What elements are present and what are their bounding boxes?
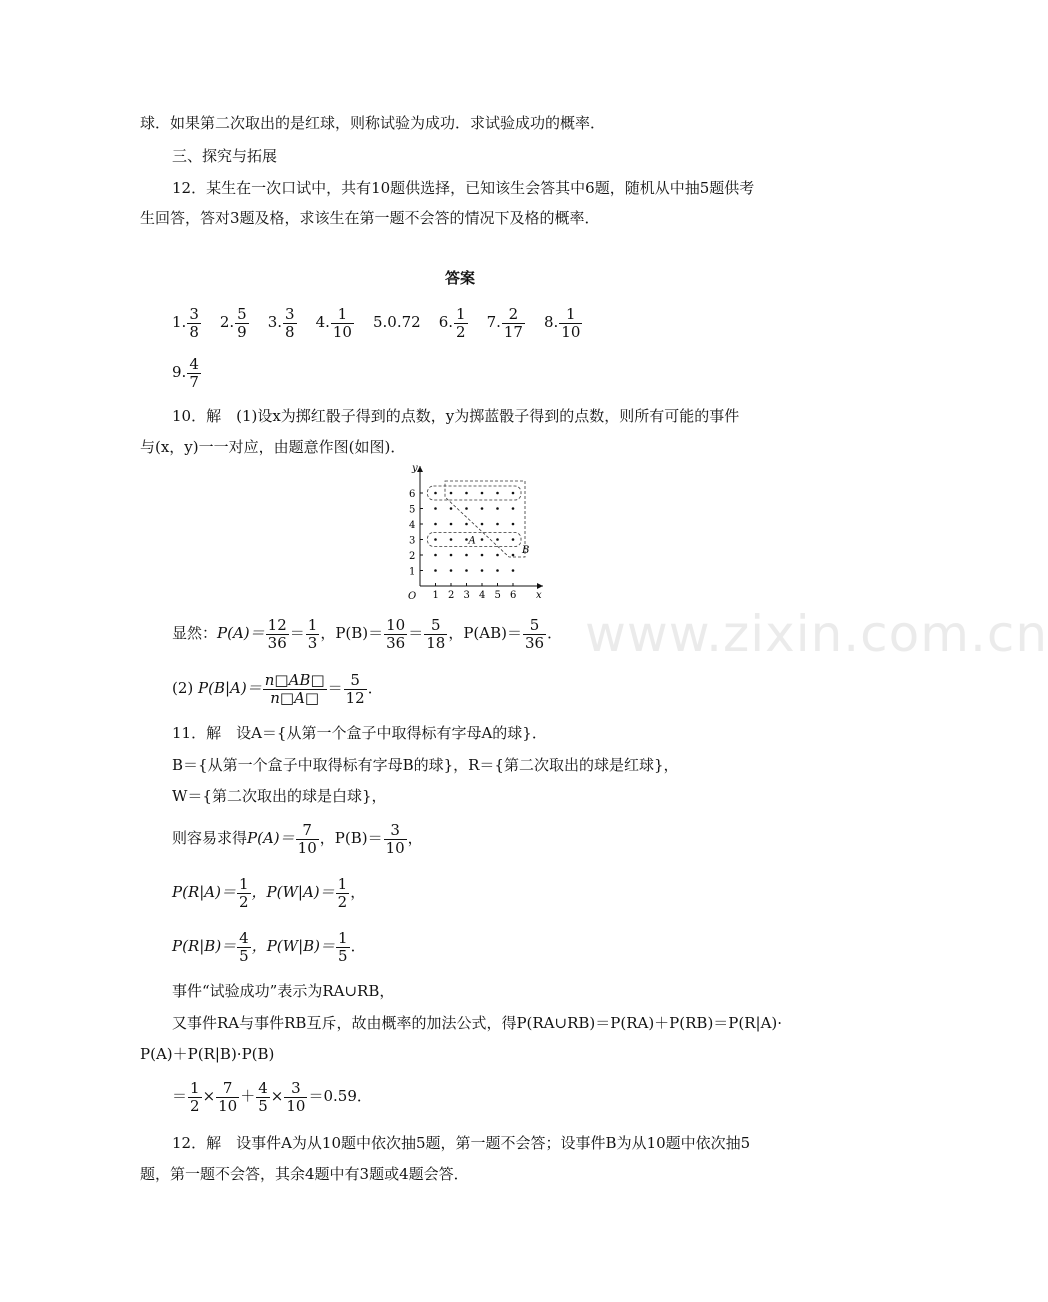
grid-dot [465,554,468,557]
x-tick-label: 2 [448,590,455,601]
y-tick-label: 5 [409,504,416,516]
grid-dot [496,569,499,572]
answer-item: 5.0.72 [372,313,421,331]
answer-item: 2. $\frac{5}{9}$ [219,304,247,341]
formula-line: 显然：P(A)＝ $\frac{12}{36}$ ＝ $\frac{1}{3}$ ，P(B)＝ $\frac{10}{36}$ ＝ $\frac{5}{18}$ ，P(AB)＝ $\frac{5}{36}$ ． [172,615,563,652]
y-axis-arrow [417,466,423,472]
text-line: 又事件RA与事件RB互斥，故由概率的加法公式，得P(RA∪RB)＝P(RA)＋P(RB)＝P(R|A)· [172,1014,783,1032]
text-line: 事件“试验成功”表示为RA∪RB， [172,982,395,1000]
grid-dot [450,492,453,495]
y-tick-label: 2 [409,551,416,562]
answer-title: 答案 [445,269,476,287]
origin-label: O [408,591,417,602]
grid-dot [434,538,437,541]
text-line: P(A)＋P(R|B)·P(B) [140,1045,275,1063]
answer-list [172,305,601,341]
dice-diagram [398,460,548,602]
grid-dot [434,523,437,526]
text-line: 题，第一题不会答，其余4题中有3题或4题会答． [140,1165,469,1183]
grid-dot [481,507,484,510]
grid-dot [512,523,515,526]
answer-item: 3. $\frac{3}{8}$ [267,304,295,341]
grid-dot [481,554,484,557]
label-b: B [522,545,530,556]
grid-dot [450,523,453,526]
solution-11: 11．解 设A＝{从第一个盒子中取得标有字母A的球}． [172,724,547,742]
grid-dot [465,569,468,572]
grid-dot [434,569,437,572]
grid-dot [481,538,484,541]
grid-dot [512,554,515,557]
y-tick-label: 3 [409,535,416,547]
answer-item: 8. $\frac{1}{10}$ [543,304,581,341]
text-line: B＝{从第一个盒子中取得标有字母B的球}，R＝{第二次取出的球是红球}， [172,756,679,774]
grid-dot [496,538,499,541]
grid-dot [496,492,499,495]
formula-line: 则容易求得P(A)＝ $\frac{7}{10}$ ，P(B)＝ $\frac{3}{10}$ ， [172,820,423,857]
grid-dot [512,569,515,572]
x-tick-label: 3 [463,590,470,601]
grid-dot [450,538,453,541]
answer-item: 4. $\frac{1}{10}$ [315,304,352,341]
region-row-6 [428,486,522,500]
grid-dot [496,507,499,510]
text-line: W＝{第二次取出的球是白球}， [172,787,387,805]
grid-dot [512,492,515,495]
grid-dot [465,538,468,541]
grid-dot [496,554,499,557]
solution-10: 10．解 (1)设x为掷红骰子得到的点数，y为掷蓝骰子得到的点数，则所有可能的事件 [172,407,740,425]
answer-item: 1. $\frac{3}{8}$ [172,304,199,341]
x-tick-label: 6 [510,590,517,601]
text-line: 球．如果第二次取出的是红球，则称试验为成功．求试验成功的概率． [140,114,606,132]
grid-dot [465,507,468,510]
y-axis-label: y [412,463,418,474]
text-line: 生回答，答对3题及格，求该生在第一题不会答的情况下及格的概率． [140,209,600,227]
formula-line: ＝ $\frac{1}{2}$ × $\frac{7}{10}$ ＋ $\frac{4}{5}$ × $\frac{3}{10}$ ＝0.59． [172,1078,372,1115]
grid-dot [450,554,453,557]
answer-item: 7. $\frac{2}{17}$ [486,304,523,341]
grid-dot [434,554,437,557]
grid-dot [512,507,515,510]
x-tick-label: 4 [479,590,486,601]
grid-dot [496,523,499,526]
grid-dot [481,492,484,495]
grid-dot [434,492,437,495]
y-tick-label: 6 [409,489,416,500]
grid-dot [450,569,453,572]
grid-dot [465,523,468,526]
watermark: www.zixin.com.cn [585,605,1048,663]
grid-dot [481,523,484,526]
answer-item: 9. $\frac{4}{7}$ [172,354,199,391]
grid-dot [465,492,468,495]
x-tick-label: 5 [494,590,501,601]
answer-item: 6. $\frac{1}{2}$ [438,304,466,341]
x-axis-label: x [536,590,542,601]
x-tick-label: 1 [432,590,439,601]
grid-dot [434,507,437,510]
y-tick-label: 4 [409,520,416,531]
formula-line: (2) P(B|A)＝ $\frac{n□AB□}{n□A□}$ ＝ $\frac{5}{12}$ ． [172,670,383,707]
formula-line: P(R|A)＝ $\frac{1}{2}$ ，P(W|A)＝ $\frac{1}{2}$ ， [172,874,366,911]
grid-dot [512,538,515,541]
x-axis-arrow [537,583,543,589]
text-line: 与(x，y)一一对应，由题意作图(如图)． [140,438,406,456]
grid-dot [450,507,453,510]
formula-line: P(R|B)＝ $\frac{4}{5}$ ，P(W|B)＝ $\frac{1}{5}$ ． [172,928,366,965]
label-a: A [468,535,476,547]
question-12: 12．某生在一次口试中，共有10题供选择，已知该生会答其中6题，随机从中抽5题供考 [172,179,755,197]
grid-dot [481,569,484,572]
y-tick-label: 1 [409,566,416,578]
solution-12: 12．解 设事件A为从10题中依次抽5题，第一题不会答；设事件B为从10题中依次抽5 [172,1134,751,1152]
section-heading: 三、探究与拓展 [172,147,278,165]
